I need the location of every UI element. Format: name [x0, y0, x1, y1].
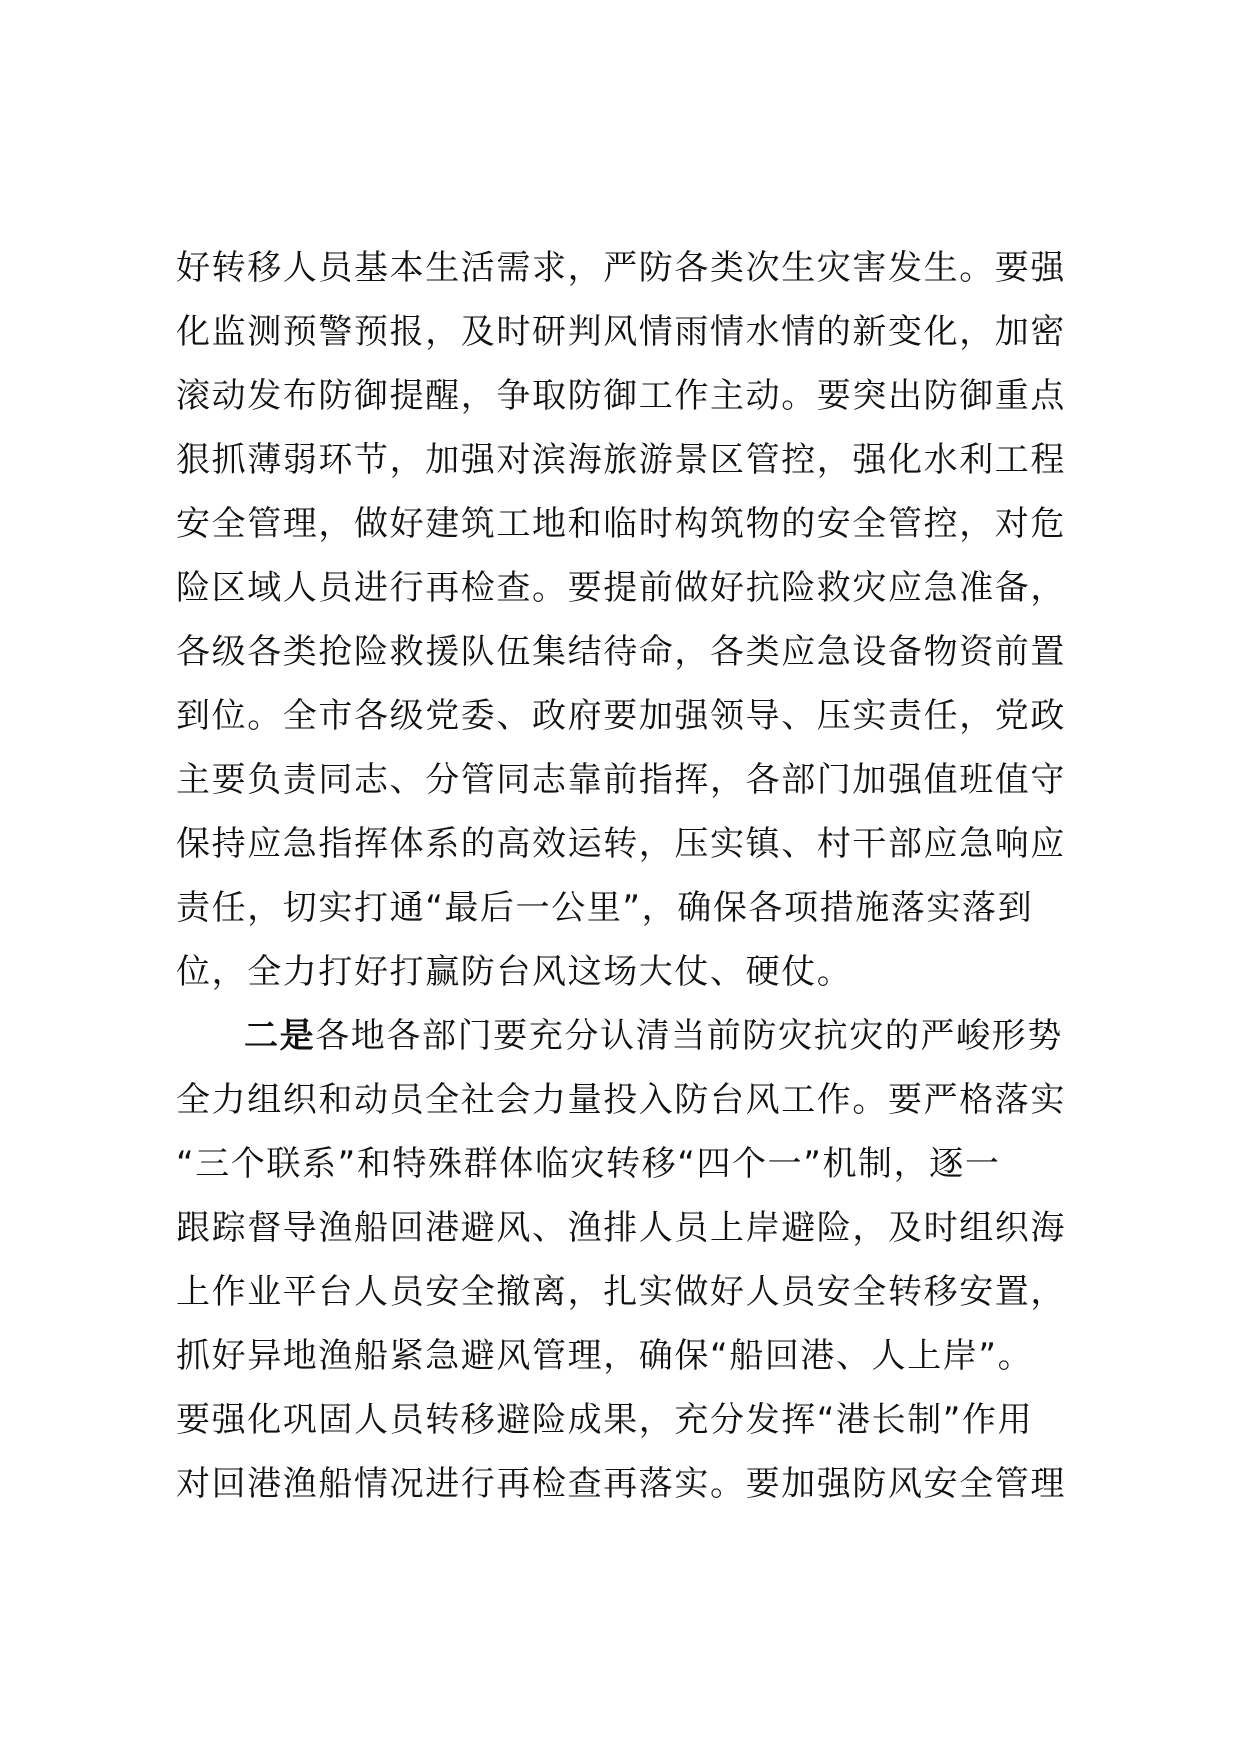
- text-line: 上作业平台人员安全撤离，扎实做好人员安全转移安置，: [176, 1272, 1066, 1312]
- text-line: 全力组织和动员全社会力量投入防台风工作。要严格落实: [176, 1080, 1066, 1120]
- text-line: 狠抓薄弱环节，加强对滨海旅游景区管控，强化水利工程: [176, 440, 1066, 480]
- text-line: 要强化巩固人员转移避险成果，充分发挥“港长制”作用: [176, 1400, 1034, 1440]
- text-line: 主要负责同志、分管同志靠前指挥，各部门加强值班值守: [176, 760, 1066, 800]
- text-line: 跟踪督导渔船回港避风、渔排人员上岸避险，及时组织海: [176, 1208, 1066, 1248]
- text-line: 化监测预警预报，及时研判风情雨情水情的新变化，加密: [176, 312, 1066, 352]
- paragraph-two-lead: 二是: [244, 1016, 316, 1056]
- text-line: 抓好异地渔船紧急避风管理，确保“船回港、人上岸”。: [176, 1336, 1034, 1376]
- text-line: 滚动发布防御提醒，争取防御工作主动。要突出防御重点: [176, 376, 1066, 416]
- paragraph-two-first-text: 各地各部门要充分认清当前防灾抗灾的严峻形势: [315, 1016, 1063, 1056]
- text-line: 安全管理，做好建筑工地和临时构筑物的安全管控，对危: [176, 504, 1066, 544]
- paragraph-two-first-line: [176, 1004, 1076, 1068]
- text-line: 好转移人员基本生活需求，严防各类次生灾害发生。要强: [176, 248, 1066, 288]
- text-line: 各级各类抢险救援队伍集结待命，各类应急设备物资前置: [176, 632, 1066, 672]
- text-line: “三个联系”和特殊群体临灾转移“四个一”机制，逐一: [176, 1144, 1001, 1184]
- document-body: [176, 236, 1076, 1516]
- text-line: 保持应急指挥体系的高效运转，压实镇、村干部应急响应: [176, 824, 1066, 864]
- text-line: 位，全力打好打赢防台风这场大仗、硬仗。: [176, 952, 853, 992]
- text-line: 对回港渔船情况进行再检查再落实。要加强防风安全管理: [176, 1464, 1066, 1504]
- text-line: 到位。全市各级党委、政府要加强领导、压实责任，党政: [176, 696, 1066, 736]
- text-line: 险区域人员进行再检查。要提前做好抗险救灾应急准备，: [176, 568, 1066, 608]
- text-line: 责任，切实打通“最后一公里”，确保各项措施落实落到: [176, 888, 1034, 928]
